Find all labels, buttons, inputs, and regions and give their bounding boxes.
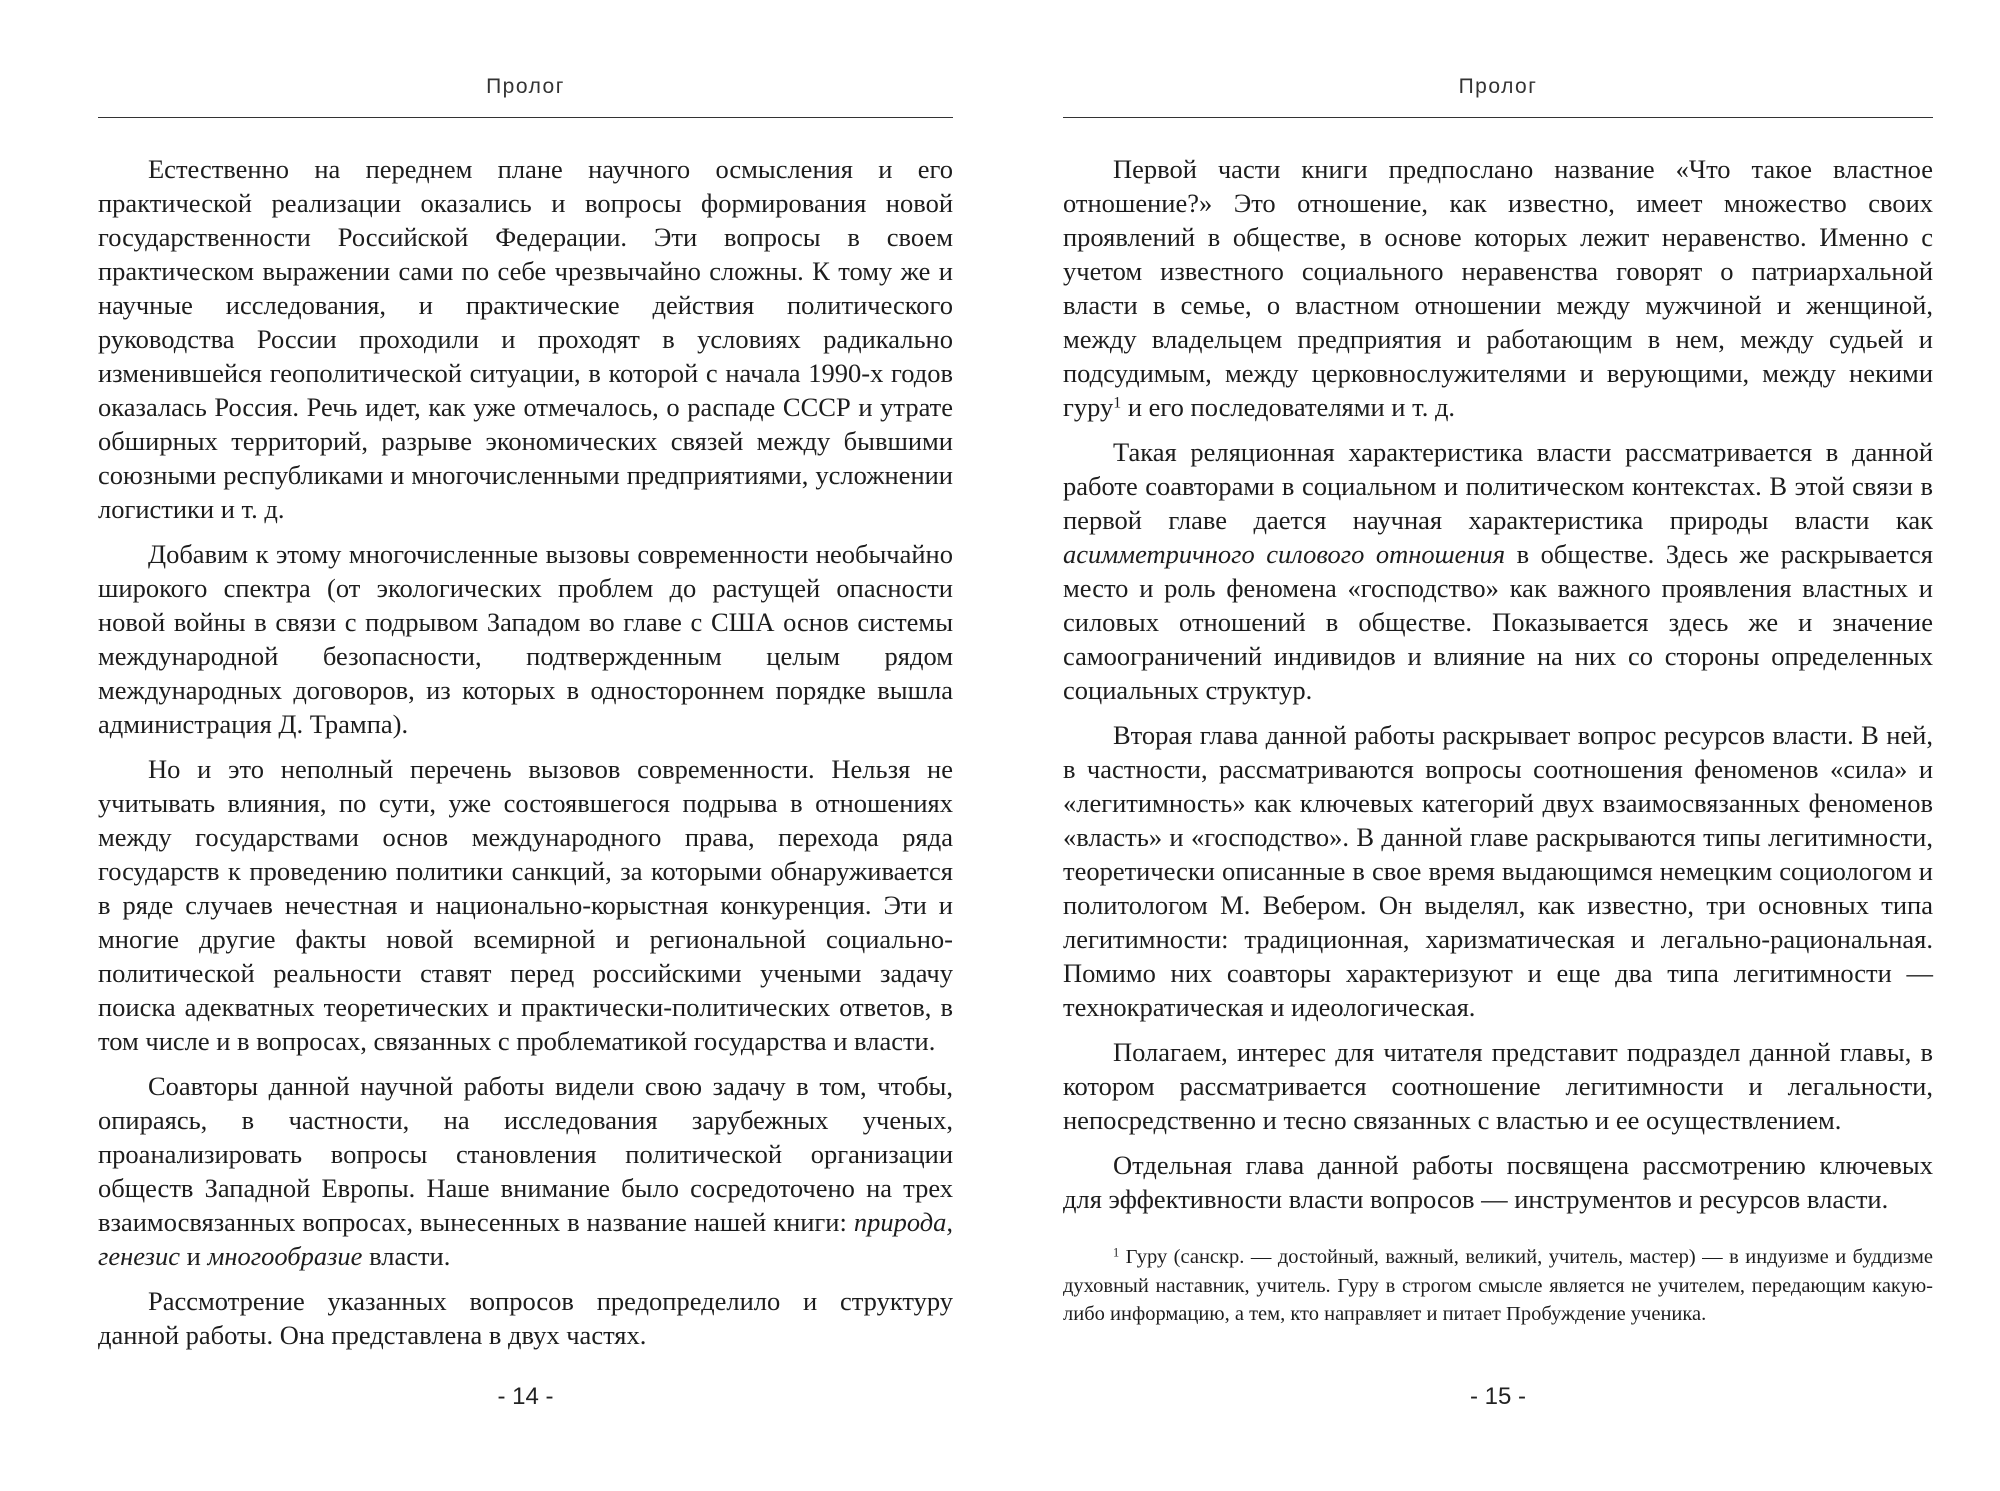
- paragraph: [98, 1069, 953, 1273]
- right-page: [1063, 0, 1933, 1491]
- page-number: - 15 -: [1469, 1383, 1526, 1410]
- paragraph: Но и это неполный перечень вызовов современности. Нельзя не учитывать влияния, по сути, уже состоявшегося подрыва в отношениях между государствами основ международного права, перехода ряда государств к проведению политики санкций, за которыми обнаруживается в ряде случаев нечестная и национально-корыстная конкуренция. Эти и многие другие факты новой всемирной и региональной социально-политической реальности ставят перед российскими учеными задачу поиска адекватных теоретических и практически-политических ответов, в том числе и в вопросах, связанных с проблематикой государства и власти.: [98, 754, 953, 1056]
- paragraph: [1063, 152, 1933, 424]
- body-text: [1063, 152, 1933, 1216]
- page-number: - 14 -: [497, 1383, 554, 1410]
- body-text: [98, 152, 953, 1352]
- paragraph: Рассмотрение указанных вопросов предопределило и структуру данной работы. Она представлена в двух частях.: [98, 1286, 953, 1350]
- italic-term: асимметричного силового отношения: [1063, 539, 1506, 569]
- header-rule: [98, 117, 953, 118]
- paragraph: [1063, 435, 1933, 707]
- paragraph-text: Соавторы данной научной работы видели свою задачу в том, чтобы, опираясь, в частности, на исследования зарубежных ученых, проанализировать вопросы становления политической организации обществ Западной Европы. Наше внимание было сосредоточено на трех взаимосвязанных вопросах, вынесенных в название нашей книги:: [98, 1071, 953, 1237]
- paragraph-text: Первой части книги предпослано название «Что такое властное отношение?» Это отношение, как известно, имеет множество своих проявлений в обществе, в основе которых лежит неравенство. Именно с учетом известного социального неравенства говорят о патриархальной власти в семье, о властном отношении между мужчиной и женщиной, между владельцем предприятия и работающим в нем, между судьей и подсудимым, между церковнослужителями и верующими, между некими гуру: [1063, 154, 1933, 422]
- footnote-mark: 1: [1113, 1245, 1120, 1260]
- paragraph-tail: и его последователями и т. д.: [1121, 392, 1456, 422]
- footnote-reference[interactable]: 1: [1113, 394, 1122, 412]
- italic-term: многообразие: [207, 1241, 363, 1271]
- running-head: Пролог: [1458, 75, 1538, 98]
- paragraph: Естественно на переднем плане научного осмысления и его практической реализации оказались и вопросы формирования новой государственности Российской Федерации. Эти вопросы в своем практическом выражении сами по себе чрезвычайно сложны. К тому же и научные исследования, и практические действия политического руководства России проходили и проходят в условиях радикально изменившейся геополитической ситуации, в которой с начала 1990-х годов оказалась Россия. Речь идет, как уже отмечалось, о распаде СССР и утрате обширных территорий, разрыве экономических связей между бывшими союзными республиками и многочисленными предприятиями, усложнении логистики и т. д.: [98, 154, 953, 524]
- footnotes: [1063, 1243, 1933, 1329]
- italic-term: природа,: [853, 1207, 953, 1237]
- header-rule: [1063, 117, 1933, 118]
- paragraph-tail: власти.: [362, 1241, 451, 1271]
- footnote-text: Гуру (санскр. — достойный, важный, великий, учитель, мастер) — в индуизме и буддизме духовный наставник, учитель. Гуру в строгом смысле является не учителем, передающим какую-либо информацию, а тем, кто направляет и питает Пробуждение ученика.: [1063, 1246, 1933, 1325]
- paragraph: Отдельная глава данной работы посвящена рассмотрению ключевых для эффективности власти вопросов — инструментов и ресурсов власти.: [1063, 1150, 1933, 1214]
- connector-text: и: [180, 1241, 208, 1271]
- italic-term: генезис: [98, 1241, 181, 1271]
- running-head: Пролог: [486, 75, 565, 98]
- paragraph: Полагаем, интерес для читателя представит подраздел данной главы, в котором рассматривается соотношение легитимности и легальности, непосредственно и тесно связанных с властью и ее осуществлением.: [1063, 1037, 1933, 1135]
- paragraph-tail: в обществе. Здесь же раскрывается место и роль феномена «господство» как важного проявления властных и силовых отношений в обществе. Показывается здесь же и значение самоограничений индивидов и влияние на них со стороны определенных социальных структур.: [1063, 539, 1933, 705]
- footnote: [1063, 1243, 1933, 1329]
- paragraph: Вторая глава данной работы раскрывает вопрос ресурсов власти. В ней, в частности, рассматриваются вопросы соотношения феноменов «сила» и «легитимность» как ключевых категорий двух взаимосвязанных феноменов «власть» и «господство». В данной главе раскрываются типы легитимности, теоретически описанные в свое время выдающимся немецким социологом и политологом М. Вебером. Он выделял, как известно, три основных типа легитимности: традиционная, харизматическая и легально-рациональная. Помимо них соавторы характеризуют и еще два типа легитимности — технократическая и идеологическая.: [1063, 720, 1933, 1022]
- left-page: [98, 0, 953, 1491]
- paragraph-text: Такая реляционная характеристика власти рассматривается в данной работе соавторами в социальном и политическом контекстах. В этой связи в первой главе дается научная характеристика природы власти как: [1063, 437, 1933, 535]
- paragraph: Добавим к этому многочисленные вызовы современности необычайно широкого спектра (от экологических проблем до растущей опасности новой войны в связи с подрывом Западом во главе с США основ системы международной безопасности, подтвержденным целым рядом международных договоров, из которых в одностороннем порядке вышла администрация Д. Трампа).: [98, 539, 953, 739]
